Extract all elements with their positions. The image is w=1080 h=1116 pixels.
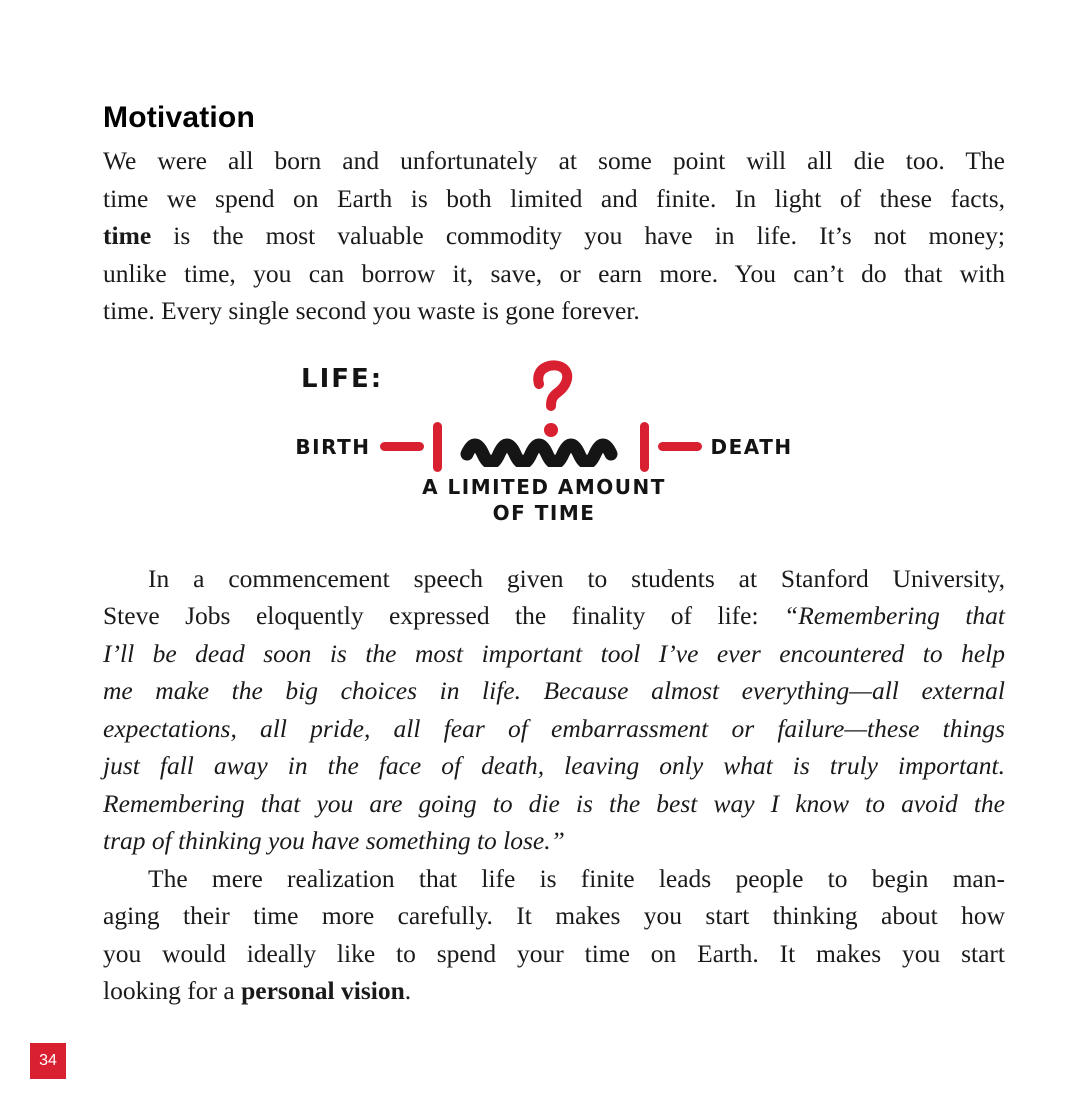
death-tick-bar bbox=[640, 422, 649, 472]
text-line: just fall away in the face of death, leaving only what is truly important. bbox=[103, 751, 1005, 780]
text-line: Remembering that you are going to die is the best way I know to avoid the bbox=[103, 788, 1005, 818]
timeline-row bbox=[93, 422, 995, 472]
text-line: me make the big choices in life. Because almost everything—all external bbox=[103, 676, 1005, 705]
text-line: In a commencement speech given to students at Stanford University, bbox=[148, 563, 1005, 593]
life-timeline-diagram bbox=[103, 360, 1005, 540]
text-line: time. Every single second you waste is gone forever. bbox=[103, 296, 640, 325]
section-heading: Motivation bbox=[103, 101, 255, 134]
birth-tick-line bbox=[380, 442, 424, 451]
book-page-content bbox=[103, 0, 1005, 1010]
text-line: The mere realization that life is finite leads people to begin man- bbox=[148, 863, 1005, 893]
text-line: expectations, all pride, all fear of embarrassment or failure—these things bbox=[103, 713, 1005, 743]
paragraph-jobs-quote bbox=[103, 560, 1005, 860]
caption-line-1: A LIMITED AMOUNT bbox=[422, 474, 666, 499]
page-number-badge: 34 bbox=[30, 1043, 66, 1079]
text-line: aging their time more carefully. It makes you start thinking about how bbox=[103, 901, 1005, 930]
text-line: We were all born and unfortunately at some point will all die too. The bbox=[103, 146, 1005, 175]
death-label: DEATH bbox=[710, 434, 793, 459]
text-line: unlike time, you can borrow it, save, or earn more. You can’t do that with bbox=[103, 258, 1005, 288]
text-line: I’ll be dead soon is the most important tool I’ve ever encountered to help bbox=[103, 638, 1005, 668]
lifetime-squiggle-icon bbox=[459, 427, 623, 467]
text-line: Steve Jobs eloquently expressed the finality of life: “Remembering that bbox=[103, 601, 1005, 630]
birth-tick-bar bbox=[433, 422, 442, 472]
death-tick-line bbox=[658, 442, 702, 451]
caption-line-2: OF TIME bbox=[492, 500, 596, 525]
text-line: time we spend on Earth is both limited and finite. In light of these facts, bbox=[103, 183, 1005, 213]
life-label: LIFE: bbox=[301, 363, 384, 394]
paragraph-motivation bbox=[103, 142, 1005, 330]
diagram-caption bbox=[93, 474, 995, 526]
text-line: time is the most valuable commodity you have in life. It’s not money; bbox=[103, 221, 1005, 250]
text-line: you would ideally like to spend your time on Earth. It makes you start bbox=[103, 938, 1005, 968]
paragraph-personal-vision bbox=[103, 860, 1005, 1010]
birth-label: BIRTH bbox=[295, 434, 371, 459]
text-line: looking for a personal vision. bbox=[103, 976, 412, 1005]
text-line: trap of thinking you have something to lose.” bbox=[103, 826, 565, 855]
